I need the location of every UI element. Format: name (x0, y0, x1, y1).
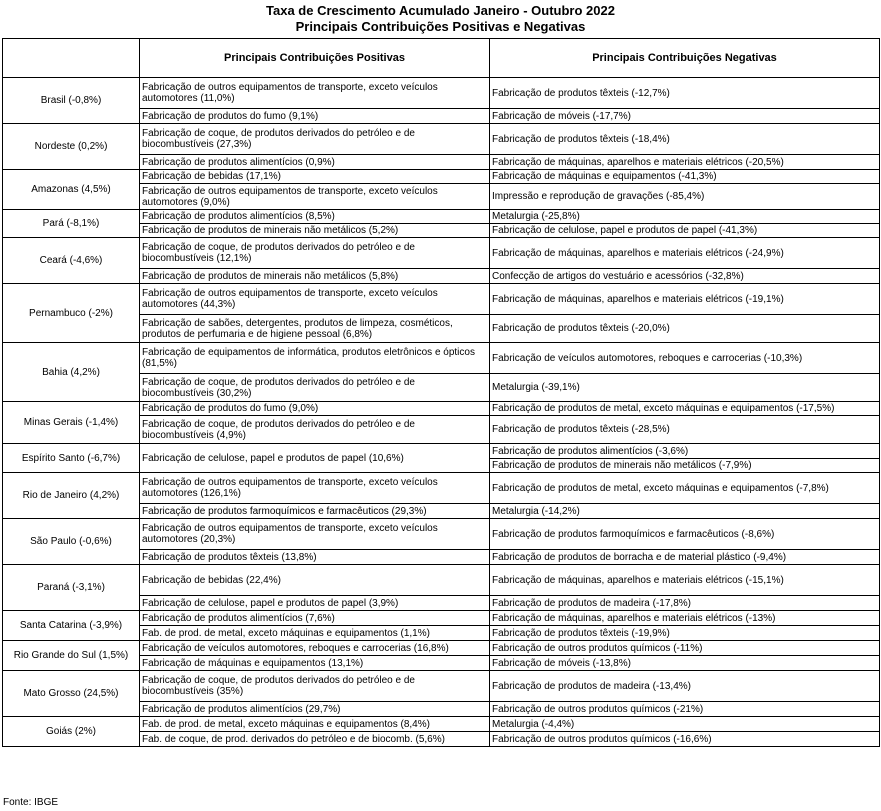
positive-contribution-cell: Fabricação de produtos farmoquímicos e farmacêuticos (29,3%) (140, 504, 490, 519)
table-row (3, 444, 880, 459)
table-row (3, 170, 880, 184)
table-body (3, 78, 880, 747)
negative-contribution-cell: Fabricação de móveis (-13,8%) (490, 656, 880, 671)
positive-contribution-cell: Fabricação de máquinas e equipamentos (13,1%) (140, 656, 490, 671)
positive-contribution-cell: Fabricação de produtos de minerais não metálicos (5,2%) (140, 224, 490, 238)
negative-contribution-cell: Fabricação de móveis (-17,7%) (490, 109, 880, 124)
table-row (3, 343, 880, 374)
region-cell: Paraná (-3,1%) (3, 565, 140, 611)
negative-contribution-cell: Fabricação de máquinas, aparelhos e materiais elétricos (-20,5%) (490, 155, 880, 170)
positive-contribution-cell: Fabricação de celulose, papel e produtos de papel (10,6%) (140, 444, 490, 473)
source-note: Fonte: IBGE (3, 797, 59, 808)
header-positive: Principais Contribuições Positivas (140, 39, 490, 78)
header-region (3, 39, 140, 78)
negative-contribution-cell: Fabricação de produtos de borracha e de material plástico (-9,4%) (490, 550, 880, 565)
region-cell: Goiás (2%) (3, 717, 140, 747)
positive-contribution-cell: Fab. de coque, de prod. derivados do petróleo e de biocomb. (5,6%) (140, 732, 490, 747)
negative-contribution-cell: Fabricação de máquinas e equipamentos (-41,3%) (490, 170, 880, 184)
negative-contribution-cell: Fabricação de veículos automotores, reboques e carrocerias (-10,3%) (490, 343, 880, 374)
negative-contribution-cell: Fabricação de celulose, papel e produtos de papel (-41,3%) (490, 224, 880, 238)
positive-contribution-cell: Fabricação de outros equipamentos de transporte, exceto veículos automotores (11,0%) (140, 78, 490, 109)
positive-contribution-cell: Fabricação de coque, de produtos derivados do petróleo e de biocombustíveis (4,9%) (140, 416, 490, 444)
positive-contribution-cell: Fabricação de celulose, papel e produtos de papel (3,9%) (140, 596, 490, 611)
region-cell: Nordeste (0,2%) (3, 124, 140, 170)
positive-contribution-cell: Fabricação de produtos do fumo (9,0%) (140, 402, 490, 416)
negative-contribution-cell: Fabricação de máquinas, aparelhos e materiais elétricos (-19,1%) (490, 284, 880, 315)
region-cell: Pernambuco (-2%) (3, 284, 140, 343)
table-row (3, 565, 880, 596)
negative-contribution-cell: Fabricação de produtos têxteis (-12,7%) (490, 78, 880, 109)
table-row (3, 641, 880, 656)
negative-contribution-cell: Fabricação de máquinas, aparelhos e materiais elétricos (-24,9%) (490, 238, 880, 269)
region-cell: Rio Grande do Sul (1,5%) (3, 641, 140, 671)
positive-contribution-cell: Fab. de prod. de metal, exceto máquinas e equipamentos (1,1%) (140, 626, 490, 641)
negative-contribution-cell: Fabricação de produtos alimentícios (-3,6%) (490, 444, 880, 459)
positive-contribution-cell: Fabricação de produtos alimentícios (8,5%) (140, 210, 490, 224)
positive-contribution-cell: Fabricação de bebidas (22,4%) (140, 565, 490, 596)
positive-contribution-cell: Fabricação de coque, de produtos derivados do petróleo e de biocombustíveis (12,1%) (140, 238, 490, 269)
positive-contribution-cell: Fabricação de coque, de produtos derivados do petróleo e de biocombustíveis (30,2%) (140, 374, 490, 402)
region-cell: Santa Catarina (-3,9%) (3, 611, 140, 641)
table-row (3, 717, 880, 732)
region-cell: Bahia (4,2%) (3, 343, 140, 402)
negative-contribution-cell: Metalurgia (-39,1%) (490, 374, 880, 402)
positive-contribution-cell: Fabricação de produtos de minerais não metálicos (5,8%) (140, 269, 490, 284)
negative-contribution-cell: Confecção de artigos do vestuário e acessórios (-32,8%) (490, 269, 880, 284)
table-row (3, 284, 880, 315)
table-row (3, 473, 880, 504)
positive-contribution-cell: Fab. de prod. de metal, exceto máquinas e equipamentos (8,4%) (140, 717, 490, 732)
negative-contribution-cell: Fabricação de produtos têxteis (-20,0%) (490, 315, 880, 343)
positive-contribution-cell: Fabricação de bebidas (17,1%) (140, 170, 490, 184)
positive-contribution-cell: Fabricação de produtos têxteis (13,8%) (140, 550, 490, 565)
region-cell: São Paulo (-0,6%) (3, 519, 140, 565)
table-title: Taxa de Crescimento Acumulado Janeiro - Outubro 2022 (266, 3, 615, 18)
table-row (3, 78, 880, 109)
region-cell: Minas Gerais (-1,4%) (3, 402, 140, 444)
negative-contribution-cell: Fabricação de produtos de madeira (-17,8%) (490, 596, 880, 611)
negative-contribution-cell: Fabricação de produtos de madeira (-13,4%) (490, 671, 880, 702)
table-row (3, 124, 880, 155)
positive-contribution-cell: Fabricação de sabões, detergentes, produtos de limpeza, cosméticos, produtos de perfumaria e de higiene pessoal (6,8%) (140, 315, 490, 343)
table-row (3, 238, 880, 269)
negative-contribution-cell: Fabricação de produtos farmoquímicos e farmacêuticos (-8,6%) (490, 519, 880, 550)
negative-contribution-cell: Metalurgia (-14,2%) (490, 504, 880, 519)
negative-contribution-cell: Fabricação de produtos de metal, exceto máquinas e equipamentos (-17,5%) (490, 402, 880, 416)
positive-contribution-cell: Fabricação de outros equipamentos de transporte, exceto veículos automotores (20,3%) (140, 519, 490, 550)
region-cell: Rio de Janeiro (4,2%) (3, 473, 140, 519)
table-row (3, 671, 880, 702)
negative-contribution-cell: Fabricação de produtos têxteis (-28,5%) (490, 416, 880, 444)
table-row (3, 402, 880, 416)
negative-contribution-cell: Fabricação de produtos têxteis (-18,4%) (490, 124, 880, 155)
positive-contribution-cell: Fabricação de coque, de produtos derivados do petróleo e de biocombustíveis (27,3%) (140, 124, 490, 155)
header-negative: Principais Contribuições Negativas (490, 39, 880, 78)
region-cell: Pará (-8,1%) (3, 210, 140, 238)
negative-contribution-cell: Fabricação de produtos de minerais não metálicos (-7,9%) (490, 459, 880, 473)
positive-contribution-cell: Fabricação de veículos automotores, reboques e carrocerias (16,8%) (140, 641, 490, 656)
positive-contribution-cell: Fabricação de outros equipamentos de transporte, exceto veículos automotores (126,1%) (140, 473, 490, 504)
positive-contribution-cell: Fabricação de outros equipamentos de transporte, exceto veículos automotores (44,3%) (140, 284, 490, 315)
negative-contribution-cell: Fabricação de máquinas, aparelhos e materiais elétricos (-15,1%) (490, 565, 880, 596)
table-row (3, 611, 880, 626)
positive-contribution-cell: Fabricação de outros equipamentos de transporte, exceto veículos automotores (9,0%) (140, 184, 490, 210)
negative-contribution-cell: Fabricação de outros produtos químicos (-21%) (490, 702, 880, 717)
negative-contribution-cell: Fabricação de produtos de metal, exceto máquinas e equipamentos (-7,8%) (490, 473, 880, 504)
negative-contribution-cell: Fabricação de outros produtos químicos (-16,6%) (490, 732, 880, 747)
header-row (3, 39, 880, 78)
positive-contribution-cell: Fabricação de coque, de produtos derivados do petróleo e de biocombustíveis (35%) (140, 671, 490, 702)
negative-contribution-cell: Metalurgia (-4,4%) (490, 717, 880, 732)
negative-contribution-cell: Metalurgia (-25,8%) (490, 210, 880, 224)
positive-contribution-cell: Fabricação de equipamentos de informática, produtos eletrônicos e ópticos (81,5%) (140, 343, 490, 374)
positive-contribution-cell: Fabricação de produtos alimentícios (29,7%) (140, 702, 490, 717)
contributions-table (2, 38, 880, 747)
region-cell: Amazonas (4,5%) (3, 170, 140, 210)
table-subtitle: Principais Contribuições Positivas e Negativas (295, 19, 586, 34)
positive-contribution-cell: Fabricação de produtos do fumo (9,1%) (140, 109, 490, 124)
negative-contribution-cell: Impressão e reprodução de gravações (-85,4%) (490, 184, 880, 210)
negative-contribution-cell: Fabricação de máquinas, aparelhos e materiais elétricos (-13%) (490, 611, 880, 626)
negative-contribution-cell: Fabricação de produtos têxteis (-19,9%) (490, 626, 880, 641)
positive-contribution-cell: Fabricação de produtos alimentícios (7,6%) (140, 611, 490, 626)
region-cell: Brasil (-0,8%) (3, 78, 140, 124)
positive-contribution-cell: Fabricação de produtos alimentícios (0,9%) (140, 155, 490, 170)
negative-contribution-cell: Fabricação de outros produtos químicos (-11%) (490, 641, 880, 656)
table-row (3, 519, 880, 550)
region-cell: Mato Grosso (24,5%) (3, 671, 140, 717)
region-cell: Ceará (-4,6%) (3, 238, 140, 284)
region-cell: Espírito Santo (-6,7%) (3, 444, 140, 473)
table-row (3, 210, 880, 224)
